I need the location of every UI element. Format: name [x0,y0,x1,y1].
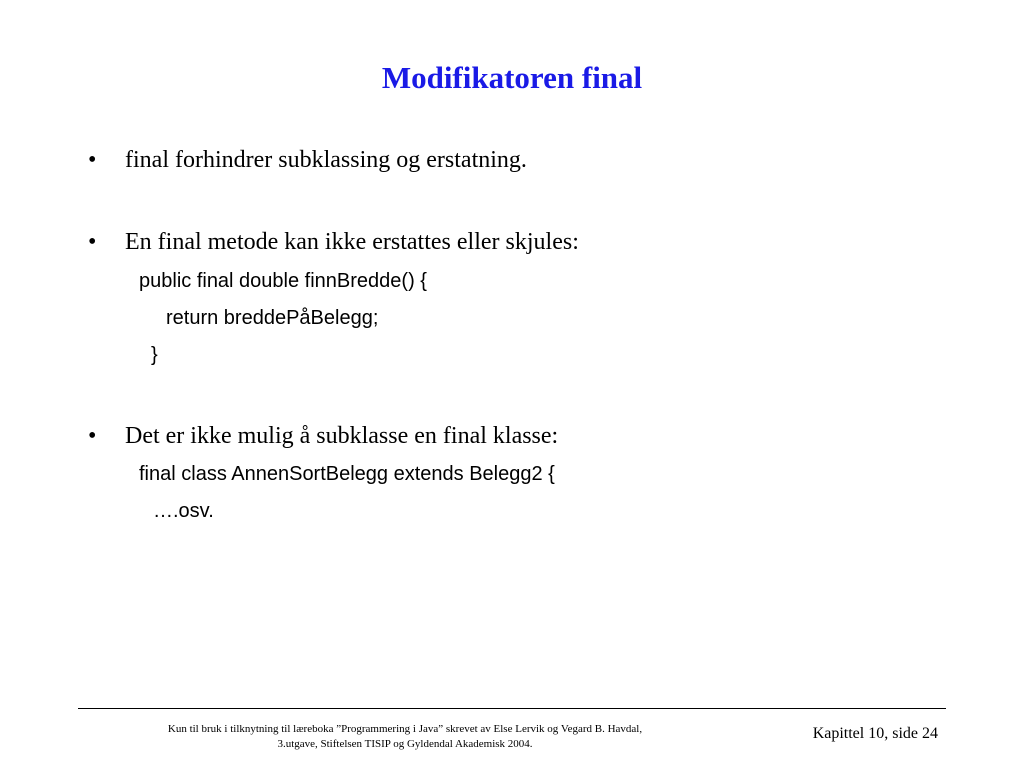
bullet-item [88,227,579,257]
slide-title: Modifikatoren final [381,60,643,95]
page-number: Kapittel 10, side 24 [812,725,938,742]
code-line: return breddePåBelegg; [166,307,379,329]
bullet-text: En final metode kan ikke erstattes eller skjules: [125,229,579,255]
footer-note-line: Kun til bruk i tilknytning til læreboka ”Programmering i Java” skrevet av Else Lervik og Vegard B. Havdal, [167,723,643,735]
code-line: } [151,344,158,366]
bullet-text: Det er ikke mulig å subklasse en final klasse: [125,423,559,449]
footer-divider [78,708,946,709]
code-line: final class AnnenSortBelegg extends Belegg2 { [139,463,555,485]
code-line: ….osv. [153,500,214,522]
bullet-marker: • [88,423,97,449]
bullet-item [88,421,558,451]
bullet-item [88,145,527,175]
footer-copyright-note [130,722,680,752]
bullet-marker: • [88,147,97,173]
code-line: public final double finnBredde() { [139,270,427,292]
footer-note-line: 3.utgave, Stiftelsen TISIP og Gyldendal Akademisk 2004. [277,738,533,750]
bullet-text: final forhindrer subklassing og erstatning. [125,147,527,173]
bullet-marker: • [88,229,97,255]
